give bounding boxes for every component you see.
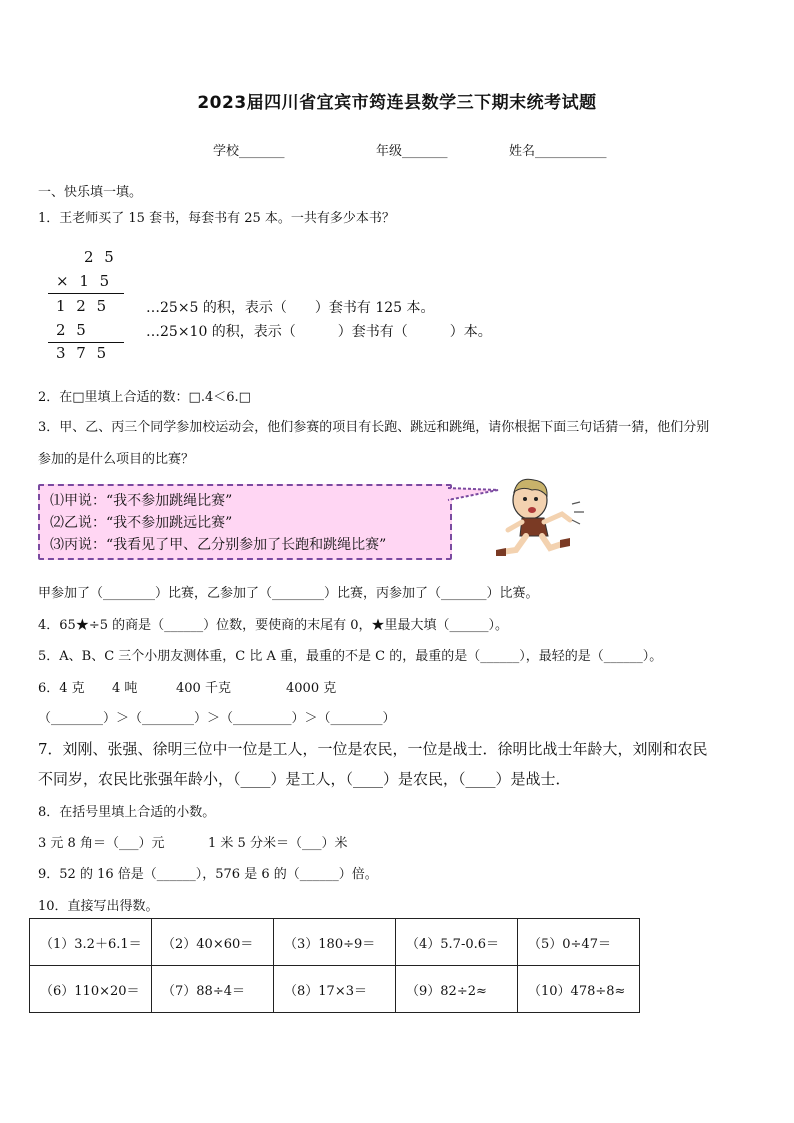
section-heading: 一、快乐填一填。 (38, 185, 143, 200)
name-label: 姓名 (509, 144, 536, 159)
mult-line-2 (48, 342, 124, 343)
question-9: 9．52 的 16 倍是（______），576 是 6 的（______）倍。 (38, 867, 378, 882)
school-field (213, 140, 285, 159)
table-cell: （7）88÷4＝ (152, 966, 274, 1013)
mult-row-4: 2 5 (56, 321, 86, 339)
q6-order: （________）＞（________）＞（_________）＞（________） (38, 711, 396, 726)
table-cell: （4）5.7-0.6＝ (396, 919, 518, 966)
mult-note-2: …25×10 的积，表示（ ）套书有（ ）本。 (146, 324, 492, 340)
q8-item-1: 3 元 8 角＝（___）元 (38, 836, 165, 851)
question-3-line-1: 3．甲、乙、丙三个同学参加校运动会，他们参赛的项目有长跑、跳远和跳绳，请你根据下面三句话猜一猜，他们分别 (38, 420, 710, 435)
question-4: 4．65★÷5 的商是（______）位数，要使商的末尾有 0，★里最大填（______）。 (38, 618, 509, 633)
mult-row-3: 1 2 5 (56, 297, 107, 315)
grade-field (376, 140, 448, 159)
mult-line-1 (48, 293, 124, 294)
table-cell: （6）110×20＝ (30, 966, 152, 1013)
q6-item-3: 400 千克 (176, 681, 231, 696)
q6-item-2: 4 吨 (112, 681, 138, 696)
mult-note-1: …25×5 的积，表示（ ）套书有 125 本。 (146, 300, 435, 316)
table-cell: （1）3.2＋6.1＝ (30, 919, 152, 966)
table-cell: （10）478÷8≈ (518, 966, 640, 1013)
table-cell: （9）82÷2≈ (396, 966, 518, 1013)
question-1: 1．王老师买了 15 套书，每套书有 25 本。一共有多少本书？ (38, 211, 395, 226)
school-label: 学校 (213, 144, 240, 159)
question-10: 10．直接写出得数。 (38, 899, 159, 914)
name-field (509, 140, 607, 159)
q6-item-1: 6．4 克 (38, 681, 85, 696)
question-3-answer: 甲参加了（________）比赛，乙参加了（________）比赛，丙参加了（_______）比赛。 (38, 586, 539, 601)
school-blank: _______ (239, 144, 285, 159)
table-row (30, 966, 640, 1013)
question-3-line-2: 参加的是什么项目的比赛？ (38, 452, 195, 467)
table-cell: （5）0÷47＝ (518, 919, 640, 966)
bubble-line-2: ⑵乙说：“我不参加跳远比赛” (50, 515, 233, 531)
grade-blank: _______ (402, 144, 448, 159)
question-5: 5．A、B、C 三个小朋友测体重，C 比 A 重，最重的不是 C 的，最重的是（______），最轻的是（______）。 (38, 649, 663, 664)
mult-row-5: 3 7 5 (56, 344, 107, 362)
speech-bubble (38, 484, 452, 560)
table-cell: （3）180÷9＝ (274, 919, 396, 966)
bubble-line-3: ⑶丙说：“我看见了甲、乙分别参加了长跑和跳绳比赛” (50, 537, 387, 553)
table-cell: （8）17×3＝ (274, 966, 396, 1013)
page-title: 2023届四川省宜宾市筠连县数学三下期末统考试题 (197, 93, 597, 113)
q8-item-2: 1 米 5 分米＝（___）米 (208, 836, 348, 851)
question-7-line-1: 7．刘刚、张强、徐明三位中一位是工人，一位是农民，一位是战士．徐明比战士年龄大，刘刚和农民 (38, 740, 708, 758)
question-7-line-2: 不同岁，农民比张强年龄小，（____）是工人，（____）是农民，（____）是战士． (38, 770, 571, 788)
name-blank: ___________ (535, 144, 607, 159)
table-cell: （2）40×60＝ (152, 919, 274, 966)
running-boy-icon (492, 474, 588, 564)
table-row (30, 919, 640, 966)
bubble-line-1: ⑴甲说：“我不参加跳绳比赛” (50, 493, 233, 509)
question-8: 8．在括号里填上合适的小数。 (38, 805, 216, 820)
mult-row-2: × 1 5 (56, 272, 110, 290)
q6-item-4: 4000 克 (286, 681, 337, 696)
mult-row-1: 2 5 (84, 248, 114, 266)
grade-label: 年级 (376, 144, 403, 159)
question-2: 2．在□里填上合适的数：□.4＜6.□ (38, 390, 251, 405)
calc-table (29, 918, 640, 1013)
